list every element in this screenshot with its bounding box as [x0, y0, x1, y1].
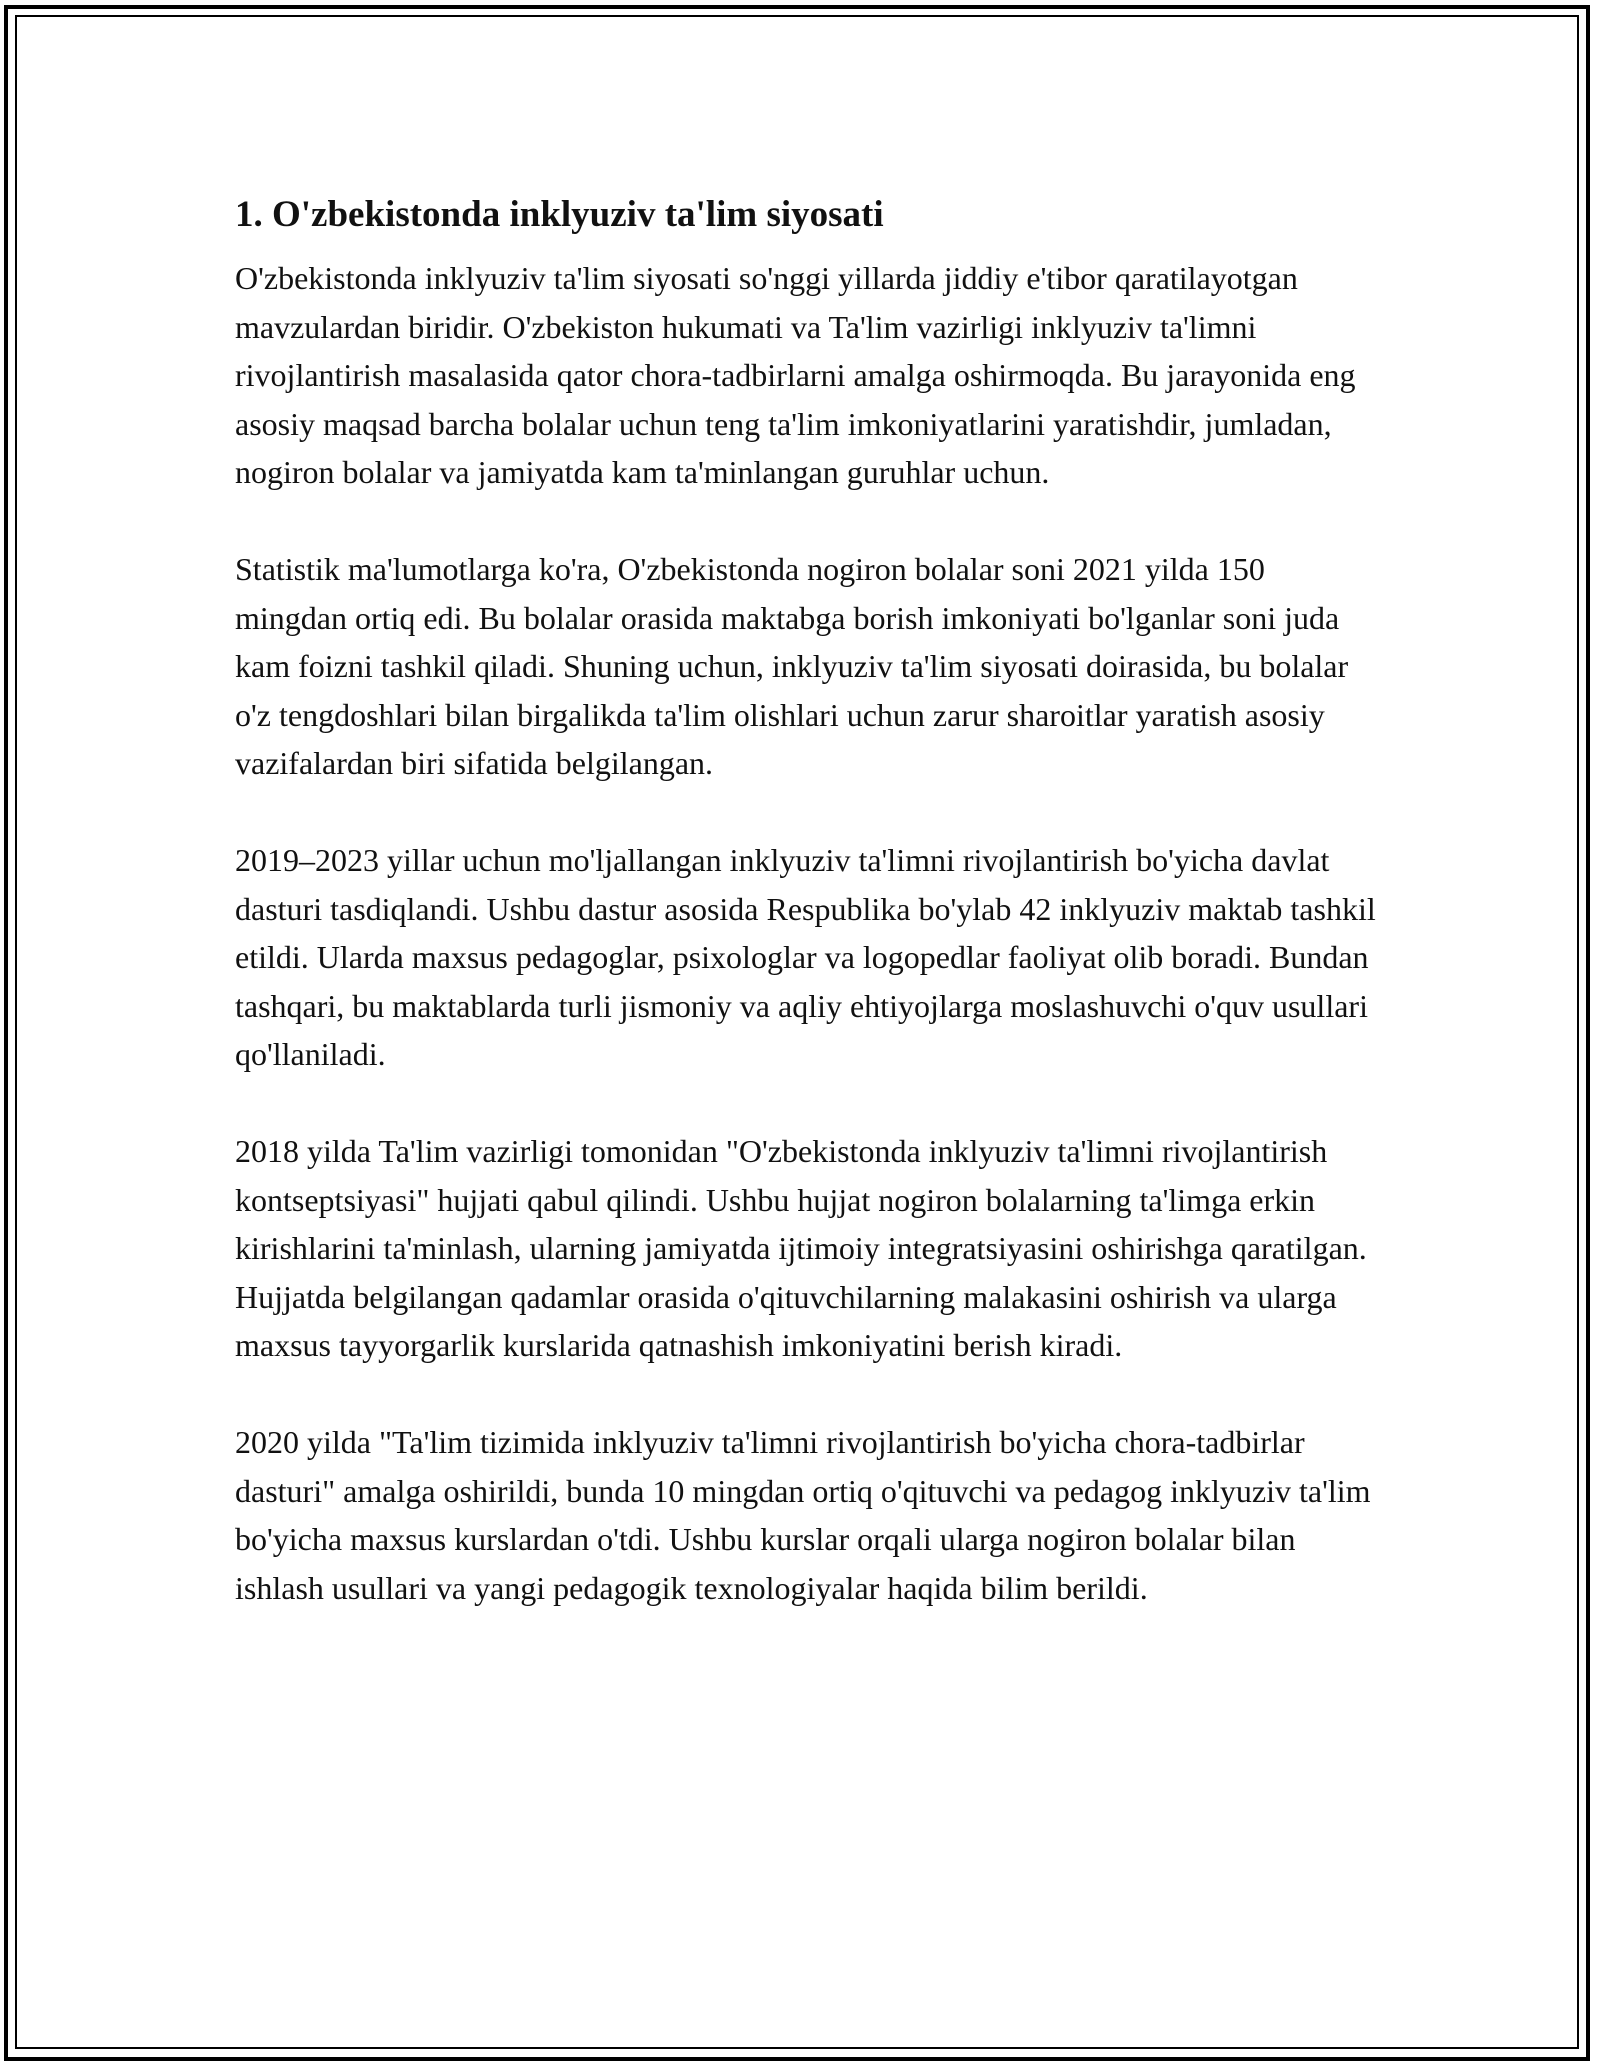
paragraph-3: 2019–2023 yillar uchun mo'ljallangan inklyuziv ta'limni rivojlantirish bo'yicha davlat dasturi tasdiqlandi. Ushbu dastur asosida Respublika bo'ylab 42 inklyuziv maktab tashkil etildi. Ularda maxsus pedagoglar, psixologlar va logopedlar faoliyat olib boradi. Bundan tashqari, bu maktablarda turli jismoniy va aqliy ehtiyojlarga moslashuvchi o'quv usullari qo'llaniladi. [235, 842, 1376, 1072]
section-heading: 1. O'zbekistonda inklyuziv ta'lim siyosati [235, 194, 884, 235]
paragraph-5: 2020 yilda "Ta'lim tizimida inklyuziv ta'limni rivojlantirish bo'yicha chora-tadbirlar dasturi" amalga oshirildi, bunda 10 mingdan ortiq o'qituvchi va pedagog inklyuziv ta'lim bo'yicha maxsus kurslardan o'tdi. Ushbu kurslar orqali ularga nogiron bolalar bilan ishlash usullari va yangi pedagogik texnologiyalar haqida bilim berildi. [235, 1424, 1371, 1606]
paragraph-4: 2018 yilda Ta'lim vazirligi tomonidan "O'zbekistonda inklyuziv ta'limni rivojlantirish kontseptsiyasi" hujjati qabul qilindi. Ushbu hujjat nogiron bolalarning ta'limga erkin kirishlarini ta'minlash, ularning jamiyatda ijtimoiy integratsiyasini oshirishga qaratilgan. Hujjatda belgilangan qadamlar orasida o'qituvchilarning malakasini oshirish va ularga maxsus tayyorgarlik kurslarida qatnashish imkoniyatini berish kiradi. [235, 1133, 1367, 1363]
paragraph-1: O'zbekistonda inklyuziv ta'lim siyosati so'nggi yillarda jiddiy e'tibor qaratilayotgan mavzulardan biridir. O'zbekiston hukumati va Ta'lim vazirligi inklyuziv ta'limni rivojlantirish masalasida qator chora-tadbirlarni amalga oshirmoqda. Bu jarayonida eng asosiy maqsad barcha bolalar uchun teng ta'lim imkoniyatlarini yaratishdir, jumladan, nogiron bolalar va jamiyatda kam ta'minlangan guruhlar uchun. [235, 260, 1356, 490]
document-body [235, 186, 1383, 1661]
paragraph-2: Statistik ma'lumotlarga ko'ra, O'zbekistonda nogiron bolalar soni 2021 yilda 150 mingdan ortiq edi. Bu bolalar orasida maktabga borish imkoniyati bo'lganlar soni juda kam foizni tashkil qiladi. Shuning uchun, inklyuziv ta'lim siyosati doirasida, bu bolalar o'z tengdoshlari bilan birgalikda ta'lim olishlari uchun zarur sharoitlar yaratish asosiy vazifalardan biri sifatida belgilangan. [235, 551, 1349, 781]
